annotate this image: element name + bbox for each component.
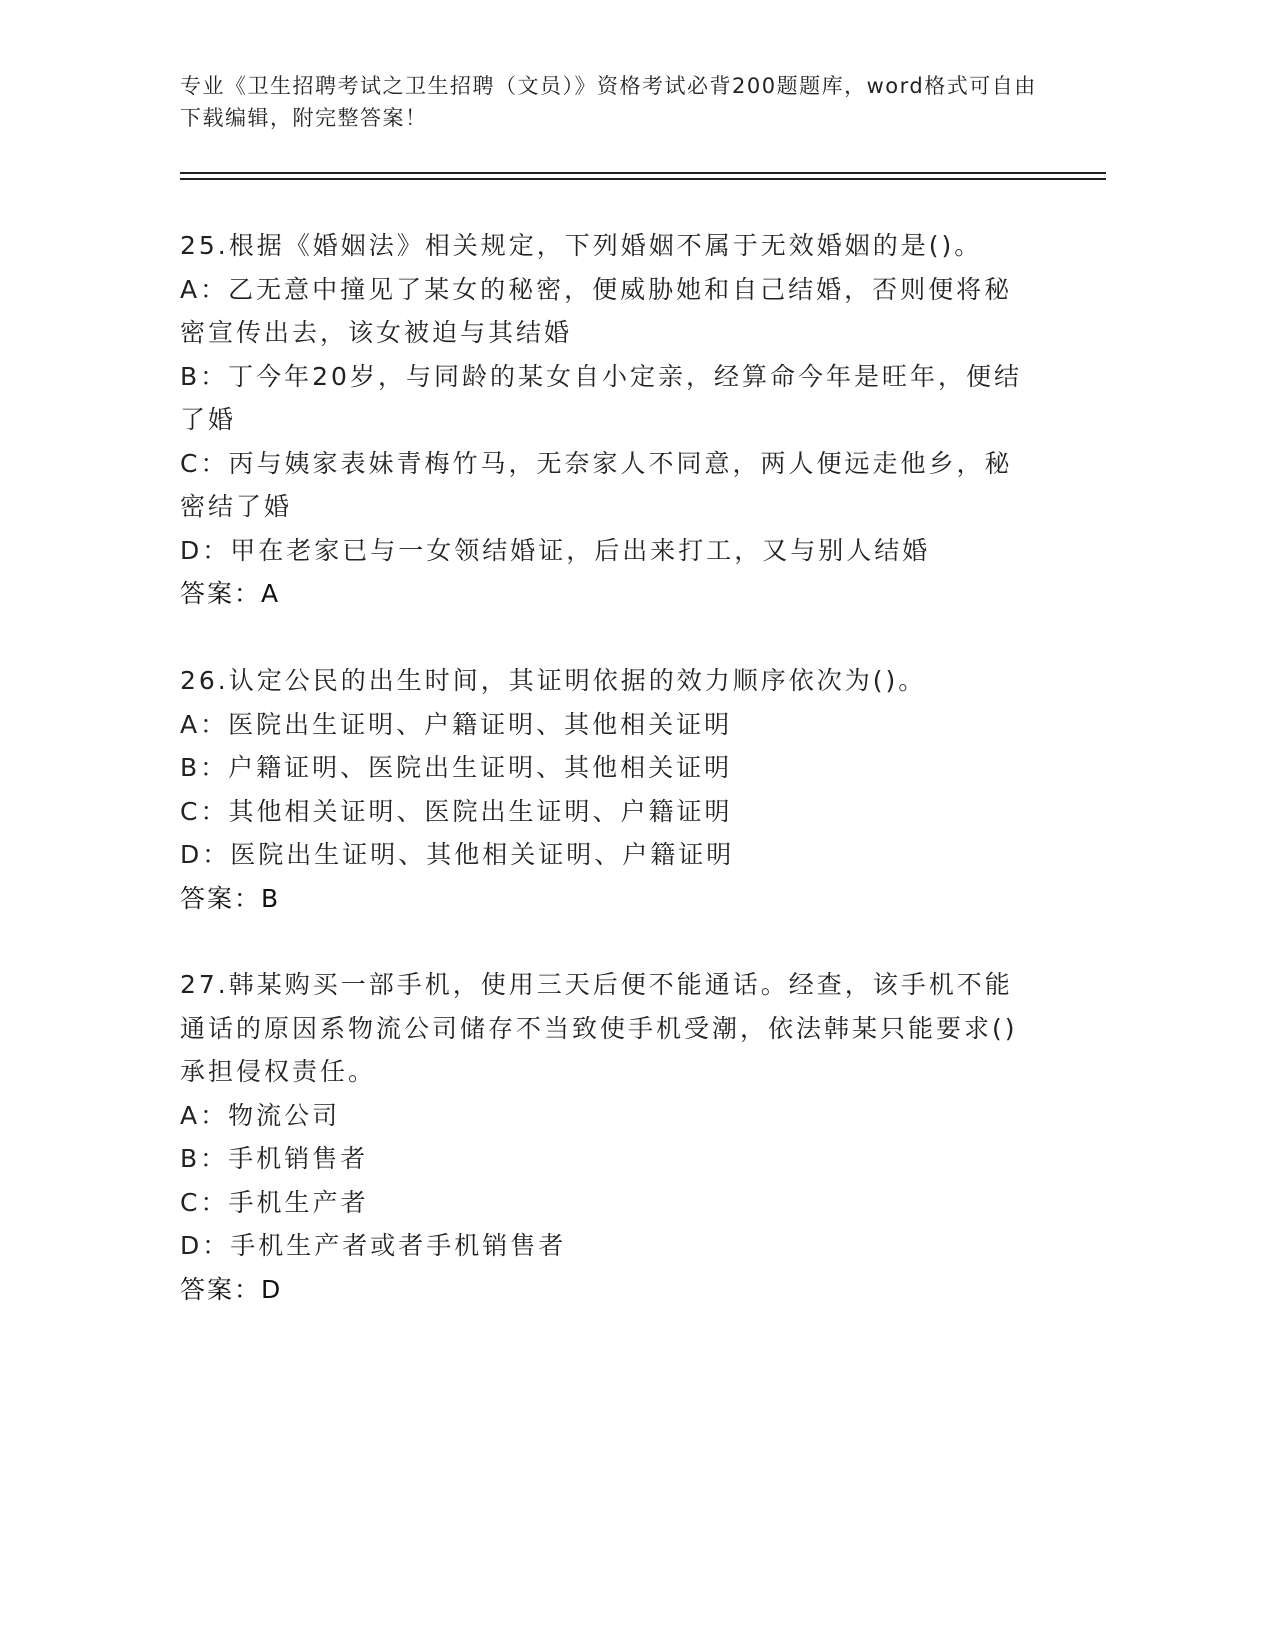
answer-line: 答案：B	[180, 883, 281, 913]
option-a: A：乙无意中撞见了某女的秘密，便威胁她和自己结婚，否则便将秘密宣传出去，该女被迫与其结婚	[180, 274, 1013, 347]
answer-line: 答案：A	[180, 579, 281, 608]
option-c: C：丙与姨家表妹青梅竹马，无奈家人不同意，两人便远走他乡，秘密结了婚	[180, 448, 1013, 521]
option-b: B：手机销售者	[180, 1144, 369, 1173]
document-header: 专业《卫生招聘考试之卫生招聘（文员）》资格考试必背200题题库，word格式可自由下载编辑，附完整答案！	[180, 74, 1037, 130]
option-c: C：手机生产者	[180, 1187, 369, 1217]
question-block	[180, 659, 1030, 920]
option-d: D：手机生产者或者手机销售者	[180, 1231, 567, 1260]
option-a: A：物流公司	[180, 1100, 341, 1130]
option-a: A：医院出生证明、户籍证明、其他相关证明	[180, 709, 733, 739]
header-divider-top	[180, 172, 1106, 174]
option-b: B：丁今年20岁，与同龄的某女自小定亲，经算命今年是旺年，便结了婚	[180, 361, 1022, 434]
question-block	[180, 963, 1030, 1311]
header-divider-bottom	[180, 178, 1106, 180]
answer-line: 答案：D	[180, 1274, 283, 1304]
question-block	[180, 224, 1030, 616]
question-stem: 25.根据《婚姻法》相关规定，下列婚姻不属于无效婚姻的是()。	[180, 231, 983, 260]
question-stem: 27.韩某购买一部手机，使用三天后便不能通话。经查，该手机不能通话的原因系物流公司储存不当致使手机受潮，依法韩某只能要求()承担侵权责任。	[180, 970, 1018, 1086]
option-d: D：甲在老家已与一女领结婚证，后出来打工，又与别人结婚	[180, 535, 931, 565]
option-d: D：医院出生证明、其他相关证明、户籍证明	[180, 840, 735, 869]
option-b: B：户籍证明、医院出生证明、其他相关证明	[180, 753, 733, 782]
question-stem: 26.认定公民的出生时间，其证明依据的效力顺序依次为()。	[180, 666, 927, 695]
option-c: C：其他相关证明、医院出生证明、户籍证明	[180, 796, 733, 826]
